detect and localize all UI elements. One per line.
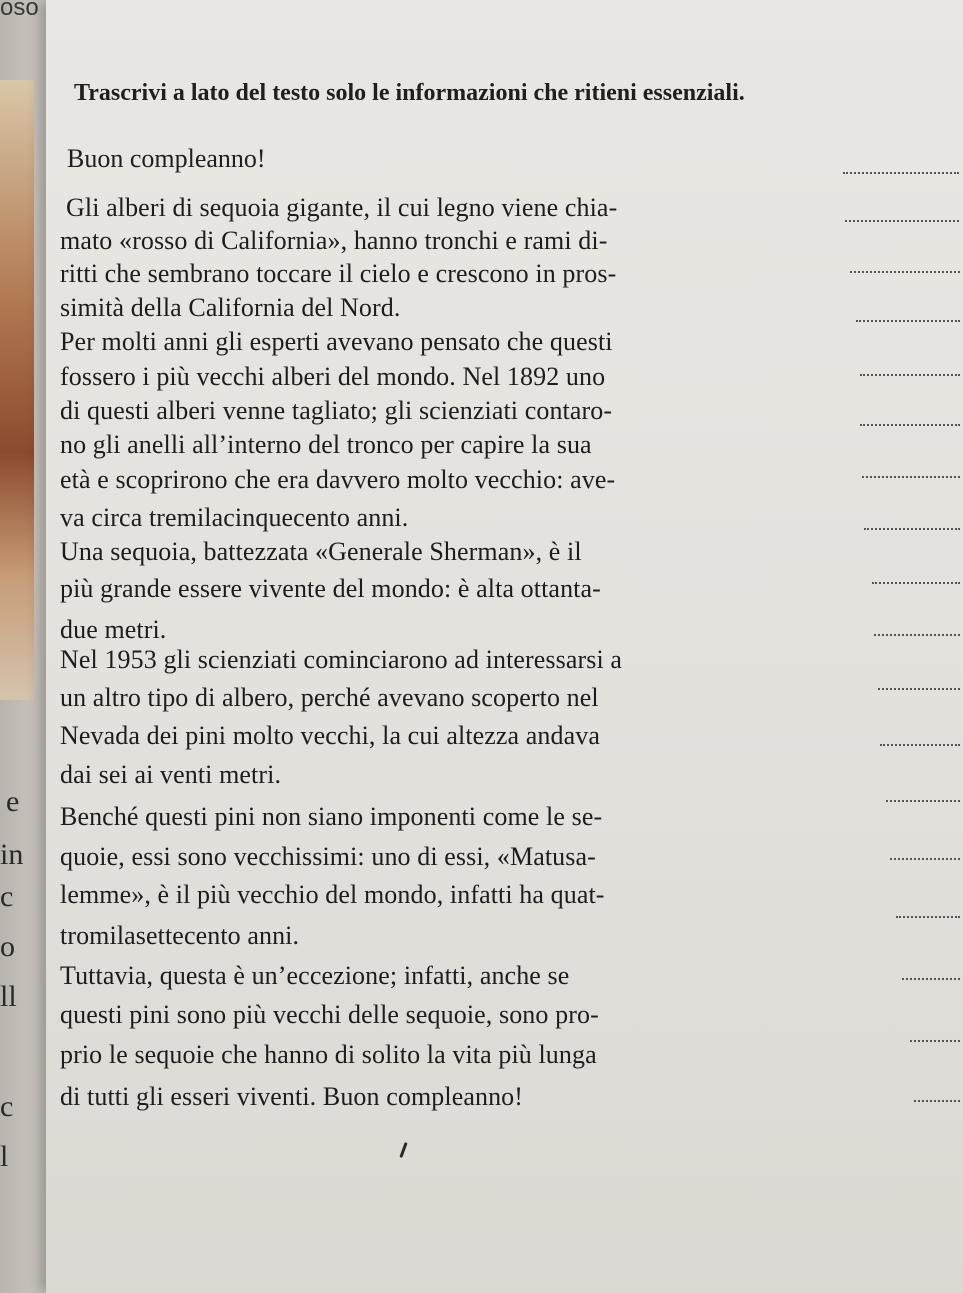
text-line: prio le sequoie che hanno di solito la vita più lunga: [60, 1040, 597, 1069]
answer-line[interactable]: [902, 978, 960, 980]
answer-line[interactable]: [890, 858, 960, 860]
answer-line[interactable]: [862, 476, 960, 478]
text-line: Gli alberi di sequoia gigante, il cui legno viene chia-: [66, 193, 618, 222]
margin-fragment: ll: [0, 980, 17, 1013]
answer-line[interactable]: [850, 271, 960, 273]
answer-line[interactable]: [910, 1040, 960, 1042]
exercise-instruction: Trascrivi a lato del testo solo le informazioni che ritieni essenziali.: [74, 80, 745, 106]
text-line: età e scoprirono che era davvero molto vecchio: ave-: [60, 465, 616, 494]
text-line: tromilasettecento anni.: [60, 921, 300, 950]
text-line: quoie, essi sono vecchissimi: uno di essi, «Matusa-: [60, 842, 596, 871]
answer-line[interactable]: [886, 800, 960, 802]
text-line: simità della California del Nord.: [60, 293, 401, 322]
text-line: Benché questi pini non siano imponenti come le se-: [60, 802, 603, 831]
text-line: un altro tipo di albero, perché avevano scoperto nel: [60, 683, 599, 712]
answer-line[interactable]: [896, 916, 960, 918]
answer-line[interactable]: [872, 582, 960, 584]
answer-line[interactable]: [864, 528, 960, 530]
answer-line[interactable]: [860, 424, 960, 426]
text-line: Per molti anni gli esperti avevano pensato che questi: [60, 327, 613, 356]
answer-line[interactable]: [878, 688, 960, 690]
answer-line[interactable]: [845, 220, 959, 222]
margin-fragment: c: [0, 880, 14, 913]
text-line: fossero i più vecchi alberi del mondo. Nel 1892 uno: [60, 362, 606, 391]
text-line: va circa tremilacinquecento anni.: [60, 503, 409, 532]
text-line: Nevada dei pini molto vecchi, la cui altezza andava: [60, 721, 601, 750]
margin-fragment: c: [0, 1090, 14, 1123]
text-line: Nel 1953 gli scienziati cominciarono ad interessarsi a: [60, 645, 623, 674]
text-line: Una sequoia, battezzata «Generale Sherman», è il: [60, 537, 582, 566]
corner-fragment: oso: [0, 0, 39, 21]
answer-line[interactable]: [914, 1100, 960, 1102]
margin-fragment: l: [0, 1140, 9, 1173]
text-line: di tutti gli esseri viventi. Buon compleanno!: [60, 1082, 524, 1111]
answer-line[interactable]: [843, 172, 959, 174]
answer-line[interactable]: [856, 320, 960, 322]
text-line: lemme», è il più vecchio del mondo, infatti ha quat-: [60, 880, 605, 909]
text-line: Tuttavia, questa è un’eccezione; infatti, anche se: [60, 961, 570, 990]
text-line: mato «rosso di California», hanno tronchi e rami di-: [60, 226, 608, 255]
text-line: dai sei ai venti metri.: [60, 760, 282, 789]
answer-line[interactable]: [880, 744, 960, 746]
margin-fragment: e: [6, 785, 20, 818]
text-line: questi pini sono più vecchi delle sequoie, sono pro-: [60, 1000, 599, 1029]
answer-line[interactable]: [860, 374, 960, 376]
story-title: Buon compleanno!: [67, 144, 266, 173]
margin-fragment: in: [0, 838, 24, 871]
text-line: no gli anelli all’interno del tronco per capire la sua: [60, 430, 592, 459]
margin-fragment: o: [0, 930, 15, 963]
text-line: due metri.: [60, 615, 167, 644]
text-line: ritti che sembrano toccare il cielo e crescono in pros-: [60, 259, 617, 288]
answer-line[interactable]: [874, 634, 960, 636]
facing-page-photo: [0, 80, 34, 700]
text-line: di questi alberi venne tagliato; gli scienziati contaro-: [60, 396, 613, 425]
text-line: più grande essere vivente del mondo: è alta ottanta-: [60, 574, 601, 603]
